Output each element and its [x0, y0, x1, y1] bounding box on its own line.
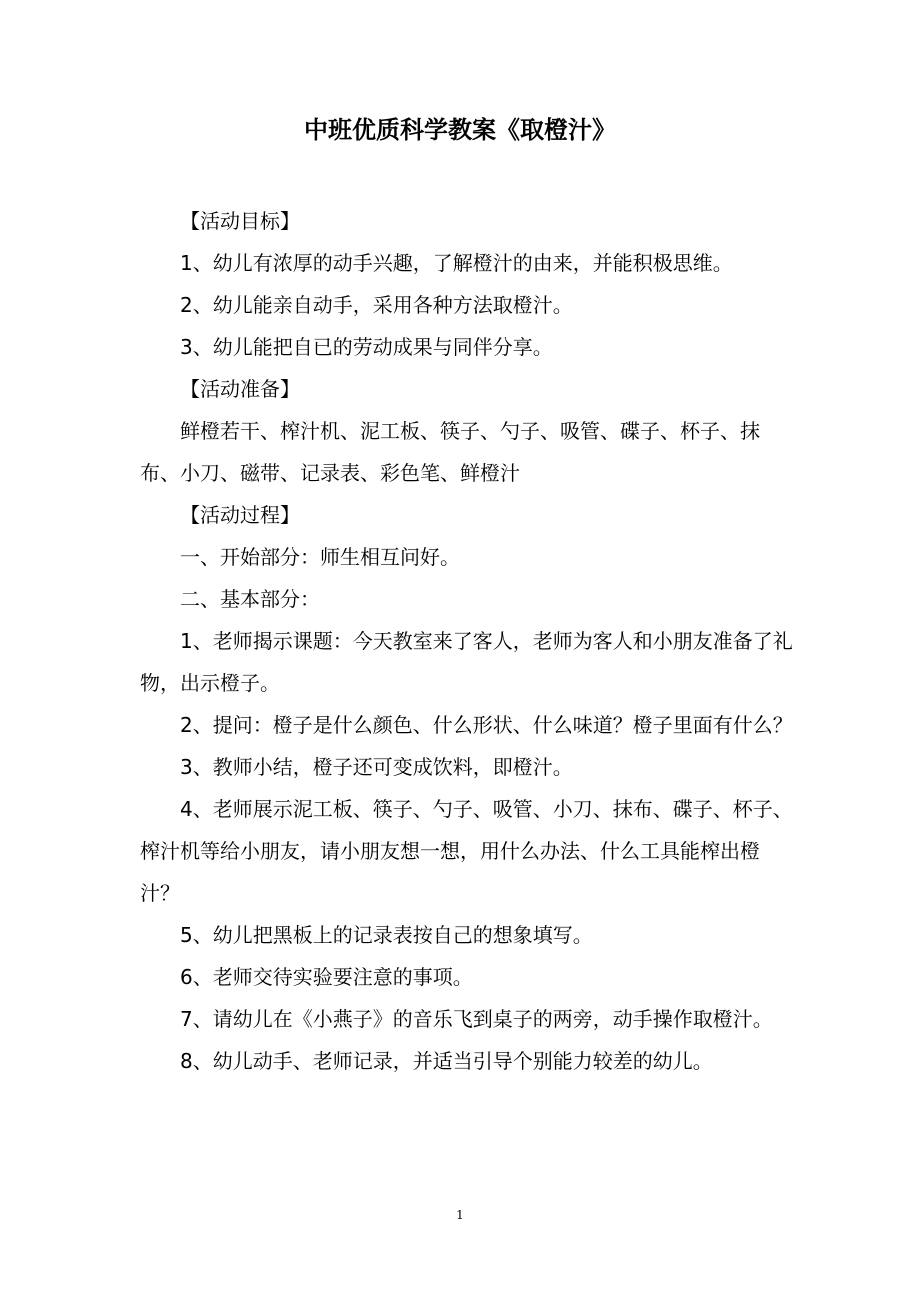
process-part-opening: 一、开始部分：师生相互问好。	[180, 545, 460, 569]
goal-item-2: 2、幼儿能亲自动手，采用各种方法取橙汁。	[180, 293, 573, 317]
goal-item-1: 1、幼儿有浓厚的动手兴趣，了解橙汁的由来，并能积极思维。	[180, 251, 733, 275]
preparation-materials: 鲜橙若干、榨汁机、泥工板、筷子、勺子、吸管、碟子、杯子、抹布、小刀、磁带、记录表、彩色笔、鲜橙汁	[140, 419, 760, 485]
document-title: 中班优质科学教案《取橙汁》	[304, 116, 616, 144]
process-step-3: 3、教师小结，橙子还可变成饮料，即橙汁。	[180, 755, 573, 779]
section-heading-process: 【活动过程】	[180, 503, 300, 527]
process-step-7: 7、请幼儿在《小燕子》的音乐飞到桌子的两旁，动手操作取橙汁。	[180, 1007, 773, 1031]
section-heading-goals: 【活动目标】	[180, 209, 300, 233]
goal-item-3: 3、幼儿能把自已的劳动成果与同伴分享。	[180, 335, 553, 359]
process-step-8: 8、幼儿动手、老师记录，并适当引导个别能力较差的幼儿。	[180, 1049, 713, 1073]
process-part-basic: 二、基本部分：	[180, 587, 320, 611]
section-heading-preparation: 【活动准备】	[180, 377, 300, 401]
process-step-1: 1、老师揭示课题：今天教室来了客人，老师为客人和小朋友准备了礼物，出示橙子。	[140, 629, 793, 695]
process-step-6: 6、老师交待实验要注意的事项。	[180, 965, 473, 989]
page-number: 1	[456, 1208, 464, 1222]
process-step-4: 4、老师展示泥工板、筷子、勺子、吸管、小刀、抹布、碟子、杯子、榨汁机等给小朋友，请小朋友想一想，用什么办法、什么工具能榨出橙汁？	[140, 797, 793, 905]
document-body	[140, 200, 795, 1082]
process-step-2: 2、提问：橙子是什么颜色、什么形状、什么味道？橙子里面有什么？	[180, 713, 793, 737]
process-step-5: 5、幼儿把黑板上的记录表按自己的想象填写。	[180, 923, 593, 947]
